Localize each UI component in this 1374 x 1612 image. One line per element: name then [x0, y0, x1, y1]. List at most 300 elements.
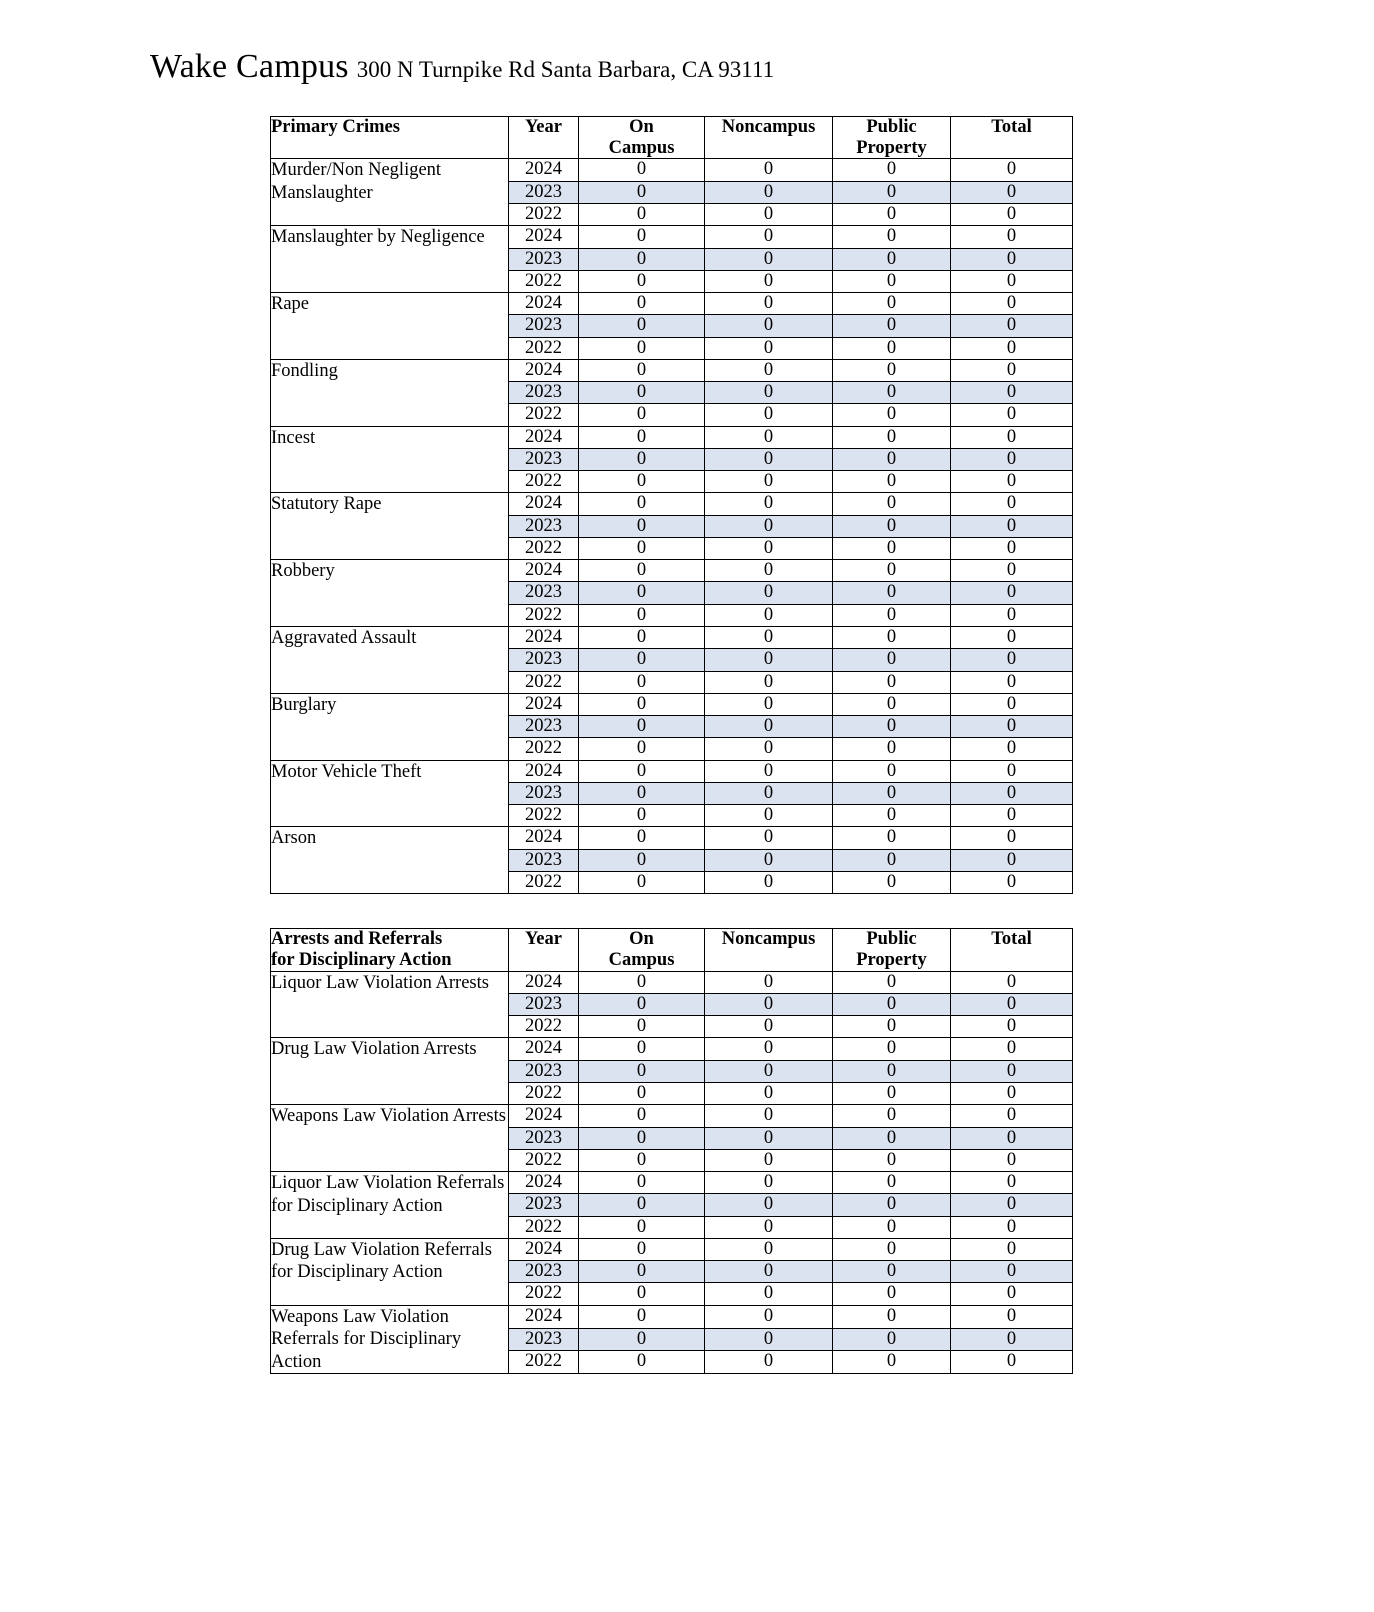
on-campus-cell: 0 [579, 693, 705, 715]
on-campus-cell: 0 [579, 293, 705, 315]
public-property-cell: 0 [833, 448, 951, 470]
public-property-cell: 0 [833, 805, 951, 827]
public-property-cell: 0 [833, 716, 951, 738]
noncampus-cell: 0 [705, 471, 833, 493]
on-campus-cell: 0 [579, 493, 705, 515]
total-cell: 0 [951, 181, 1073, 203]
public-property-cell: 0 [833, 1082, 951, 1104]
noncampus-cell: 0 [705, 537, 833, 559]
on-campus-cell: 0 [579, 1016, 705, 1038]
noncampus-cell: 0 [705, 782, 833, 804]
total-cell: 0 [951, 871, 1073, 893]
year-cell: 2023 [509, 1194, 579, 1216]
on-campus-cell: 0 [579, 1351, 705, 1374]
total-cell: 0 [951, 382, 1073, 404]
total-cell: 0 [951, 1351, 1073, 1374]
arrests-referrals-body [271, 971, 1073, 1374]
year-cell: 2023 [509, 782, 579, 804]
year-cell: 2023 [509, 1261, 579, 1283]
noncampus-cell: 0 [705, 1105, 833, 1127]
noncampus-cell: 0 [705, 382, 833, 404]
arrests-header-line1: Arrests and Referrals [271, 929, 443, 950]
public-property-cell: 0 [833, 560, 951, 582]
noncampus-cell: 0 [705, 582, 833, 604]
crime-label: Arson [271, 827, 509, 894]
year-cell: 2022 [509, 738, 579, 760]
noncampus-cell: 0 [705, 1172, 833, 1194]
year-cell: 2022 [509, 1283, 579, 1305]
public-property-cell: 0 [833, 582, 951, 604]
public-property-line1: Public [866, 929, 917, 950]
on-campus-cell: 0 [579, 537, 705, 559]
year-cell: 2023 [509, 993, 579, 1015]
public-property-line2: Property [856, 137, 927, 158]
noncampus-cell: 0 [705, 738, 833, 760]
noncampus-cell: 0 [705, 604, 833, 626]
column-header-total: Total [951, 929, 1073, 971]
crime-label: Incest [271, 426, 509, 493]
arrest-label: Drug Law Violation Referrals for Disciplinary Action [271, 1238, 509, 1305]
on-campus-cell: 0 [579, 1305, 705, 1328]
on-campus-cell: 0 [579, 971, 705, 993]
public-property-cell: 0 [833, 827, 951, 849]
column-header-arrests-referrals [271, 929, 509, 971]
table-row [271, 1305, 1073, 1328]
table-row [271, 560, 1073, 582]
noncampus-cell: 0 [705, 560, 833, 582]
public-property-cell: 0 [833, 404, 951, 426]
year-cell: 2023 [509, 181, 579, 203]
campus-name: Wake Campus [150, 48, 349, 85]
on-campus-cell: 0 [579, 1238, 705, 1260]
on-campus-cell: 0 [579, 471, 705, 493]
year-cell: 2023 [509, 582, 579, 604]
on-campus-cell: 0 [579, 1216, 705, 1238]
crime-label: Rape [271, 293, 509, 360]
arrests-header-line2: for Disciplinary Action [271, 949, 452, 970]
year-cell: 2024 [509, 971, 579, 993]
table-spacer [0, 894, 1374, 928]
public-property-cell: 0 [833, 738, 951, 760]
total-cell: 0 [951, 337, 1073, 359]
column-header-public-property [833, 929, 951, 971]
noncampus-cell: 0 [705, 203, 833, 225]
year-cell: 2022 [509, 471, 579, 493]
column-header-primary-crimes: Primary Crimes [271, 117, 509, 159]
noncampus-cell: 0 [705, 627, 833, 649]
total-cell: 0 [951, 293, 1073, 315]
on-campus-cell: 0 [579, 827, 705, 849]
noncampus-cell: 0 [705, 1060, 833, 1082]
noncampus-cell: 0 [705, 315, 833, 337]
public-property-cell: 0 [833, 1216, 951, 1238]
noncampus-cell: 0 [705, 1238, 833, 1260]
public-property-cell: 0 [833, 203, 951, 225]
total-cell: 0 [951, 1261, 1073, 1283]
noncampus-cell: 0 [705, 671, 833, 693]
table-header-row [271, 929, 1073, 971]
total-cell: 0 [951, 270, 1073, 292]
table-row [271, 1038, 1073, 1060]
on-campus-cell: 0 [579, 627, 705, 649]
on-campus-cell: 0 [579, 1261, 705, 1283]
noncampus-cell: 0 [705, 337, 833, 359]
noncampus-cell: 0 [705, 1194, 833, 1216]
noncampus-cell: 0 [705, 515, 833, 537]
on-campus-cell: 0 [579, 782, 705, 804]
on-campus-cell: 0 [579, 871, 705, 893]
on-campus-cell: 0 [579, 1172, 705, 1194]
public-property-cell: 0 [833, 760, 951, 782]
public-property-cell: 0 [833, 471, 951, 493]
on-campus-line1: On [629, 117, 654, 137]
public-property-cell: 0 [833, 993, 951, 1015]
noncampus-cell: 0 [705, 1351, 833, 1374]
public-property-cell: 0 [833, 671, 951, 693]
on-campus-cell: 0 [579, 760, 705, 782]
total-cell: 0 [951, 760, 1073, 782]
arrest-label: Drug Law Violation Arrests [271, 1038, 509, 1105]
noncampus-cell: 0 [705, 649, 833, 671]
on-campus-cell: 0 [579, 560, 705, 582]
on-campus-cell: 0 [579, 382, 705, 404]
total-cell: 0 [951, 1172, 1073, 1194]
public-property-cell: 0 [833, 1038, 951, 1060]
table-row [271, 426, 1073, 448]
public-property-cell: 0 [833, 1105, 951, 1127]
year-cell: 2024 [509, 159, 579, 181]
year-cell: 2023 [509, 1060, 579, 1082]
year-cell: 2022 [509, 1016, 579, 1038]
on-campus-cell: 0 [579, 315, 705, 337]
noncampus-cell: 0 [705, 827, 833, 849]
on-campus-cell: 0 [579, 671, 705, 693]
public-property-cell: 0 [833, 1016, 951, 1038]
public-property-cell: 0 [833, 604, 951, 626]
year-cell: 2024 [509, 1305, 579, 1328]
arrest-label: Weapons Law Violation Arrests [271, 1105, 509, 1172]
year-cell: 2024 [509, 1038, 579, 1060]
year-cell: 2022 [509, 270, 579, 292]
public-property-cell: 0 [833, 537, 951, 559]
noncampus-cell: 0 [705, 293, 833, 315]
on-campus-cell: 0 [579, 270, 705, 292]
public-property-cell: 0 [833, 849, 951, 871]
year-cell: 2022 [509, 671, 579, 693]
on-campus-cell: 0 [579, 226, 705, 248]
public-property-cell: 0 [833, 1149, 951, 1171]
year-cell: 2022 [509, 537, 579, 559]
column-header-total: Total [951, 117, 1073, 159]
total-cell: 0 [951, 1238, 1073, 1260]
noncampus-cell: 0 [705, 1149, 833, 1171]
on-campus-cell: 0 [579, 805, 705, 827]
on-campus-cell: 0 [579, 1082, 705, 1104]
arrest-label: Liquor Law Violation Referrals for Disciplinary Action [271, 1172, 509, 1239]
table-row [271, 159, 1073, 181]
primary-crimes-table [270, 116, 1073, 894]
total-cell: 0 [951, 827, 1073, 849]
total-cell: 0 [951, 782, 1073, 804]
column-header-noncampus: Noncampus [705, 117, 833, 159]
crime-label: Robbery [271, 560, 509, 627]
page-title [150, 48, 1374, 86]
public-property-line1: Public [866, 117, 917, 137]
on-campus-cell: 0 [579, 359, 705, 381]
year-cell: 2023 [509, 248, 579, 270]
year-cell: 2023 [509, 448, 579, 470]
table-row [271, 827, 1073, 849]
year-cell: 2023 [509, 382, 579, 404]
public-property-cell: 0 [833, 248, 951, 270]
public-property-cell: 0 [833, 493, 951, 515]
on-campus-cell: 0 [579, 1105, 705, 1127]
total-cell: 0 [951, 537, 1073, 559]
year-cell: 2024 [509, 827, 579, 849]
noncampus-cell: 0 [705, 849, 833, 871]
total-cell: 0 [951, 1149, 1073, 1171]
on-campus-cell: 0 [579, 159, 705, 181]
table-row [271, 359, 1073, 381]
year-cell: 2024 [509, 1105, 579, 1127]
table-row [271, 627, 1073, 649]
crime-label: Manslaughter by Negligence [271, 226, 509, 293]
noncampus-cell: 0 [705, 1038, 833, 1060]
public-property-cell: 0 [833, 359, 951, 381]
on-campus-cell: 0 [579, 1038, 705, 1060]
total-cell: 0 [951, 1060, 1073, 1082]
total-cell: 0 [951, 159, 1073, 181]
public-property-cell: 0 [833, 1238, 951, 1260]
total-cell: 0 [951, 671, 1073, 693]
on-campus-cell: 0 [579, 1060, 705, 1082]
noncampus-cell: 0 [705, 404, 833, 426]
noncampus-cell: 0 [705, 426, 833, 448]
year-cell: 2022 [509, 1216, 579, 1238]
total-cell: 0 [951, 226, 1073, 248]
on-campus-cell: 0 [579, 1283, 705, 1305]
year-cell: 2024 [509, 226, 579, 248]
noncampus-cell: 0 [705, 1082, 833, 1104]
table-row [271, 493, 1073, 515]
total-cell: 0 [951, 1082, 1073, 1104]
total-cell: 0 [951, 515, 1073, 537]
year-cell: 2024 [509, 493, 579, 515]
noncampus-cell: 0 [705, 248, 833, 270]
on-campus-cell: 0 [579, 649, 705, 671]
public-property-cell: 0 [833, 1127, 951, 1149]
total-cell: 0 [951, 1038, 1073, 1060]
public-property-cell: 0 [833, 782, 951, 804]
year-cell: 2024 [509, 760, 579, 782]
public-property-cell: 0 [833, 1351, 951, 1374]
noncampus-cell: 0 [705, 159, 833, 181]
year-cell: 2024 [509, 426, 579, 448]
total-cell: 0 [951, 359, 1073, 381]
total-cell: 0 [951, 315, 1073, 337]
noncampus-cell: 0 [705, 993, 833, 1015]
public-property-cell: 0 [833, 426, 951, 448]
total-cell: 0 [951, 471, 1073, 493]
year-cell: 2022 [509, 1082, 579, 1104]
total-cell: 0 [951, 738, 1073, 760]
year-cell: 2023 [509, 1127, 579, 1149]
column-header-year: Year [509, 929, 579, 971]
public-property-cell: 0 [833, 1060, 951, 1082]
primary-crimes-body [271, 159, 1073, 894]
total-cell: 0 [951, 404, 1073, 426]
noncampus-cell: 0 [705, 448, 833, 470]
year-cell: 2024 [509, 560, 579, 582]
noncampus-cell: 0 [705, 1216, 833, 1238]
year-cell: 2022 [509, 604, 579, 626]
public-property-cell: 0 [833, 382, 951, 404]
total-cell: 0 [951, 426, 1073, 448]
total-cell: 0 [951, 1283, 1073, 1305]
noncampus-cell: 0 [705, 693, 833, 715]
total-cell: 0 [951, 805, 1073, 827]
noncampus-cell: 0 [705, 760, 833, 782]
total-cell: 0 [951, 1016, 1073, 1038]
public-property-cell: 0 [833, 181, 951, 203]
year-cell: 2022 [509, 805, 579, 827]
year-cell: 2022 [509, 203, 579, 225]
crime-label: Murder/Non Negligent Manslaughter [271, 159, 509, 226]
table-header-row [271, 117, 1073, 159]
total-cell: 0 [951, 582, 1073, 604]
year-cell: 2023 [509, 315, 579, 337]
total-cell: 0 [951, 627, 1073, 649]
public-property-cell: 0 [833, 159, 951, 181]
on-campus-cell: 0 [579, 1328, 705, 1351]
on-campus-line2: Campus [608, 137, 675, 158]
noncampus-cell: 0 [705, 871, 833, 893]
public-property-cell: 0 [833, 315, 951, 337]
total-cell: 0 [951, 560, 1073, 582]
on-campus-cell: 0 [579, 582, 705, 604]
table-row [271, 293, 1073, 315]
table-row [271, 1172, 1073, 1194]
on-campus-cell: 0 [579, 1127, 705, 1149]
campus-address: 300 N Turnpike Rd Santa Barbara, CA 93111 [356, 57, 775, 82]
year-cell: 2024 [509, 693, 579, 715]
year-cell: 2024 [509, 627, 579, 649]
noncampus-cell: 0 [705, 1261, 833, 1283]
public-property-cell: 0 [833, 226, 951, 248]
total-cell: 0 [951, 649, 1073, 671]
public-property-cell: 0 [833, 515, 951, 537]
public-property-cell: 0 [833, 337, 951, 359]
arrest-label: Weapons Law Violation Referrals for Disciplinary Action [271, 1305, 509, 1374]
on-campus-cell: 0 [579, 716, 705, 738]
table-row [271, 760, 1073, 782]
crime-label: Burglary [271, 693, 509, 760]
public-property-cell: 0 [833, 1283, 951, 1305]
total-cell: 0 [951, 1216, 1073, 1238]
on-campus-cell: 0 [579, 993, 705, 1015]
noncampus-cell: 0 [705, 270, 833, 292]
year-cell: 2024 [509, 293, 579, 315]
noncampus-cell: 0 [705, 359, 833, 381]
total-cell: 0 [951, 493, 1073, 515]
noncampus-cell: 0 [705, 1328, 833, 1351]
year-cell: 2024 [509, 1172, 579, 1194]
year-cell: 2022 [509, 404, 579, 426]
year-cell: 2022 [509, 1149, 579, 1171]
total-cell: 0 [951, 248, 1073, 270]
total-cell: 0 [951, 693, 1073, 715]
public-property-cell: 0 [833, 1194, 951, 1216]
on-campus-cell: 0 [579, 849, 705, 871]
total-cell: 0 [951, 1194, 1073, 1216]
crime-label: Motor Vehicle Theft [271, 760, 509, 827]
table-row [271, 1105, 1073, 1127]
public-property-cell: 0 [833, 693, 951, 715]
noncampus-cell: 0 [705, 1305, 833, 1328]
on-campus-cell: 0 [579, 426, 705, 448]
year-cell: 2023 [509, 849, 579, 871]
on-campus-cell: 0 [579, 604, 705, 626]
year-cell: 2022 [509, 337, 579, 359]
public-property-line2: Property [856, 949, 927, 970]
noncampus-cell: 0 [705, 971, 833, 993]
total-cell: 0 [951, 1305, 1073, 1328]
total-cell: 0 [951, 849, 1073, 871]
on-campus-cell: 0 [579, 404, 705, 426]
table-row [271, 971, 1073, 993]
year-cell: 2024 [509, 359, 579, 381]
public-property-cell: 0 [833, 627, 951, 649]
public-property-cell: 0 [833, 1305, 951, 1328]
public-property-cell: 0 [833, 871, 951, 893]
public-property-cell: 0 [833, 1172, 951, 1194]
year-cell: 2023 [509, 649, 579, 671]
on-campus-line1: On [629, 929, 654, 950]
crime-label: Statutory Rape [271, 493, 509, 560]
on-campus-cell: 0 [579, 1194, 705, 1216]
noncampus-cell: 0 [705, 181, 833, 203]
noncampus-cell: 0 [705, 805, 833, 827]
table-row [271, 226, 1073, 248]
crime-label: Aggravated Assault [271, 627, 509, 694]
noncampus-cell: 0 [705, 1283, 833, 1305]
year-cell: 2024 [509, 1238, 579, 1260]
total-cell: 0 [951, 1328, 1073, 1351]
on-campus-cell: 0 [579, 448, 705, 470]
on-campus-line2: Campus [608, 949, 675, 970]
total-cell: 0 [951, 1105, 1073, 1127]
arrest-label: Liquor Law Violation Arrests [271, 971, 509, 1038]
year-cell: 2023 [509, 515, 579, 537]
column-header-public-property [833, 117, 951, 159]
public-property-cell: 0 [833, 1261, 951, 1283]
public-property-cell: 0 [833, 270, 951, 292]
total-cell: 0 [951, 993, 1073, 1015]
total-cell: 0 [951, 1127, 1073, 1149]
public-property-cell: 0 [833, 1328, 951, 1351]
on-campus-cell: 0 [579, 203, 705, 225]
table-row [271, 693, 1073, 715]
on-campus-cell: 0 [579, 337, 705, 359]
column-header-year: Year [509, 117, 579, 159]
noncampus-cell: 0 [705, 1127, 833, 1149]
public-property-cell: 0 [833, 971, 951, 993]
column-header-on-campus [579, 929, 705, 971]
on-campus-cell: 0 [579, 738, 705, 760]
year-cell: 2023 [509, 1328, 579, 1351]
public-property-cell: 0 [833, 649, 951, 671]
total-cell: 0 [951, 203, 1073, 225]
